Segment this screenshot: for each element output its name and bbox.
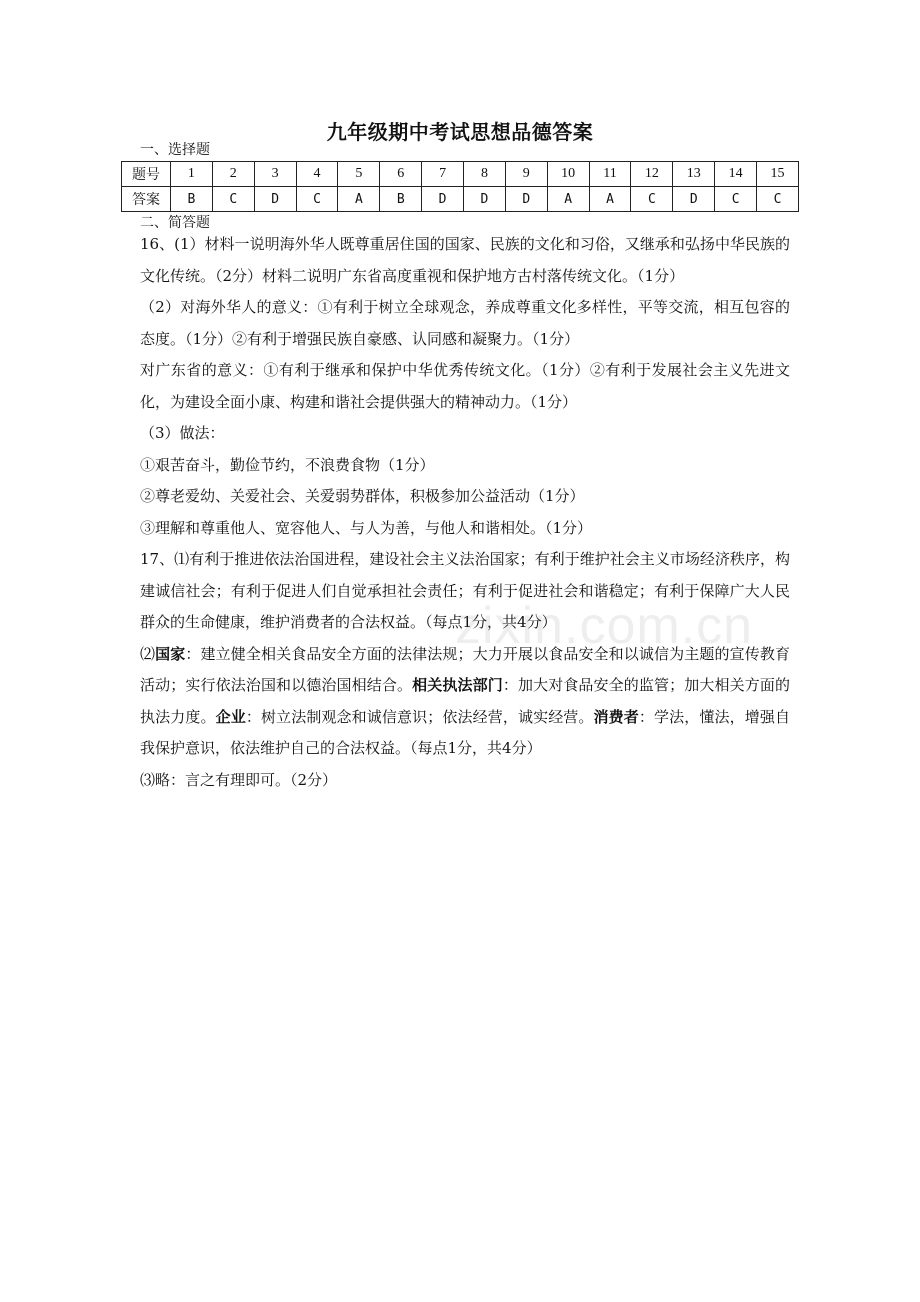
text-enforcement: ：加大对食品安全的监管；加大相关方面的执法力度。 xyxy=(140,676,790,726)
question-number-cell: 4 xyxy=(296,162,338,187)
question-number-cell: 12 xyxy=(631,162,673,187)
q16-part3-heading: （3）做法： xyxy=(140,424,225,442)
q16-practice-3: ③理解和尊重他人、宽容他人、与人为善，与他人和谐相处。（1分） xyxy=(140,518,593,537)
answer-cell: D xyxy=(464,187,506,212)
answer-cell: B xyxy=(171,187,213,212)
answer-cell: D xyxy=(254,187,296,212)
q16-practice-2: ②尊老爱幼、关爱社会、关爱弱势群体，积极参加公益活动（1分） xyxy=(140,487,585,505)
answer-body xyxy=(140,229,790,796)
answer-cell: C xyxy=(212,187,254,212)
question-number-cell: 9 xyxy=(505,162,547,187)
question-number-cell: 5 xyxy=(338,162,380,187)
section-heading-short-answer: 二、简答题 xyxy=(140,215,210,231)
label-consumer: 消费者 xyxy=(593,707,639,726)
answer-cell: C xyxy=(296,187,338,212)
question-number-cell: 13 xyxy=(673,162,715,187)
question-number-cell: 1 xyxy=(171,162,213,187)
answer-cell: A xyxy=(338,187,380,212)
question-number-cell: 6 xyxy=(380,162,422,187)
text-enterprise: ：树立法制观念和诚信意识；依法经营，诚实经营。 xyxy=(245,707,594,726)
question-number-cell: 2 xyxy=(212,162,254,187)
answer-cell: C xyxy=(631,187,673,212)
answer-cell: D xyxy=(422,187,464,212)
q16-practice-1: ①艰苦奋斗，勤俭节约，不浪费食物（1分） xyxy=(140,455,435,474)
answer-cell: D xyxy=(673,187,715,212)
q17-part1: 17、⑴有利于推进依法治国进程，建设社会主义法治国家；有利于维护社会主义市场经济秩序，构建诚信社会；有利于促进人们自觉承担社会责任；有利于促进社会和谐稳定；有利于保障广大人民群众的生命健康，维护消费者的合法权益。（每点1分，共4分） xyxy=(140,550,790,631)
answer-cell: A xyxy=(547,187,589,212)
label-enforcement: 相关执法部门 xyxy=(412,676,503,694)
label-enterprise: 企业 xyxy=(215,707,246,726)
row-label-answer: 答案 xyxy=(122,187,171,212)
q16-part1: 16、(1）材料一说明海外华人既尊重居住国的国家、民族的文化和习俗，又继承和弘扬中华民族的文化传统。（2分）材料二说明广东省高度重视和保护地方古村落传统文化。（1分） xyxy=(140,235,790,285)
q17-part2-prefix: ⑵ xyxy=(140,644,156,663)
q17-part2 xyxy=(140,639,790,765)
question-number-cell: 7 xyxy=(422,162,464,187)
table-row-answers xyxy=(122,187,799,212)
text-country: ：建立健全相关食品安全方面的法律法规；大力开展以食品安全和以诚信为主题的宣传教育活动；实行依法治国和以德治国相结合。 xyxy=(140,644,790,694)
q16-part2: （2）对海外华人的意义：①有利于树立全球观念，养成尊重文化多样性，平等交流，相互包容的态度。（1分）②有利于增强民族自豪感、认同感和凝聚力。（1分） xyxy=(140,298,790,348)
table-row-numbers xyxy=(122,162,799,187)
question-number-cell: 8 xyxy=(464,162,506,187)
answer-cell: B xyxy=(380,187,422,212)
answer-cell: A xyxy=(589,187,631,212)
text-consumer: ：学法，懂法，增强自我保护意识，依法维护自己的合法权益。（每点1分，共4分） xyxy=(140,707,790,757)
question-number-cell: 14 xyxy=(715,162,757,187)
question-number-cell: 11 xyxy=(589,162,631,187)
page-title: 九年级期中考试思想品德答案 xyxy=(326,120,594,144)
answer-cell: C xyxy=(757,187,799,212)
question-number-cell: 15 xyxy=(757,162,799,187)
q17-part3: ⑶略：言之有理即可。（2分） xyxy=(140,770,338,789)
watermark: zixin.com.cn xyxy=(455,597,754,655)
q16-part2-guangdong: 对广东省的意义：①有利于继承和保护中华优秀传统文化。（1分）②有利于发展社会主义先进文化，为建设全面小康、构建和谐社会提供强大的精神动力。（1分） xyxy=(140,361,790,411)
question-number-cell: 10 xyxy=(547,162,589,187)
section-heading-choice: 一、选择题 xyxy=(140,142,210,158)
question-number-cell: 3 xyxy=(254,162,296,187)
row-label-number: 题号 xyxy=(122,162,171,187)
answer-cell: C xyxy=(715,187,757,212)
answer-table xyxy=(121,161,799,212)
answer-cell: D xyxy=(505,187,547,212)
label-country: 国家 xyxy=(155,644,186,663)
